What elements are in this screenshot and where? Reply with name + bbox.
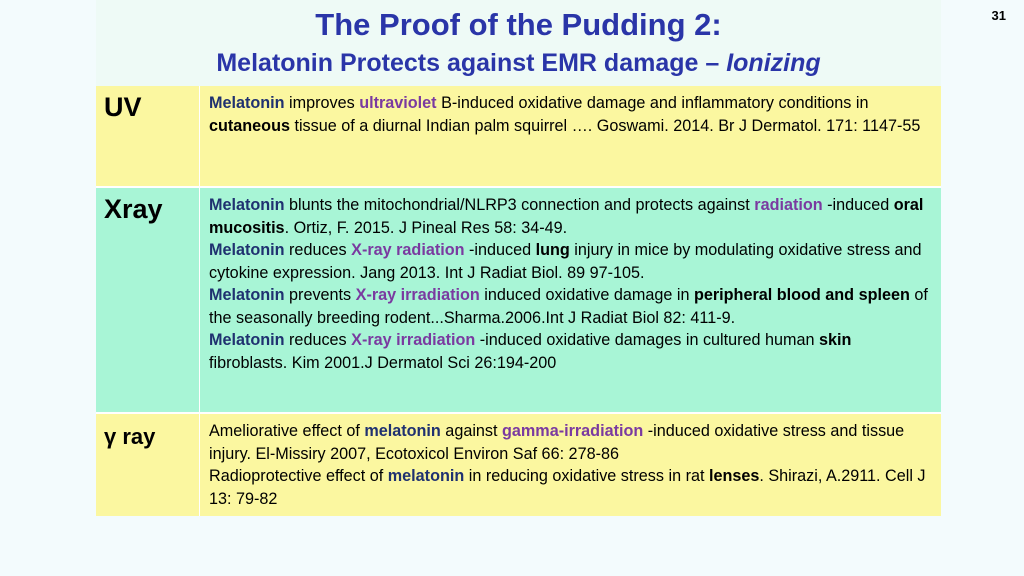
- slide-number: 31: [991, 8, 1006, 23]
- tissue-term: cutaneous: [209, 116, 290, 135]
- subtitle-italic: Ionizing: [726, 49, 821, 77]
- text-segment: . Shirazi, A.2911. Cell J 13: 79-82: [209, 467, 926, 508]
- keyword-melatonin: Melatonin: [209, 286, 285, 304]
- text-segment: Radioprotective effect of: [209, 467, 388, 485]
- text-segment: induced oxidative damage in: [479, 286, 694, 304]
- text-segment: Ameliorative effect of: [209, 422, 365, 440]
- radiation-term: X-ray irradiation: [355, 286, 480, 304]
- keyword-melatonin: Melatonin: [209, 196, 285, 214]
- tissue-term: skin: [819, 331, 852, 349]
- reference-entry: [209, 284, 933, 329]
- evidence-table: [96, 86, 941, 516]
- text-segment: against: [440, 422, 503, 440]
- reference-entry: [209, 465, 933, 510]
- text-segment: B-induced oxidative damage and inflammatory conditions in: [436, 94, 869, 112]
- tissue-term: peripheral blood and spleen: [693, 286, 910, 304]
- title-area: [96, 0, 941, 86]
- reference-entry: [209, 239, 933, 284]
- keyword-melatonin: melatonin: [364, 422, 441, 440]
- text-segment: . Ortiz, F. 2015. J Pineal Res 58: 34-49.: [284, 218, 568, 237]
- radiation-term: X-ray radiation: [351, 241, 465, 259]
- text-segment: improves: [284, 94, 360, 112]
- text-segment: tissue of a diurnal Indian palm squirrel …. Goswami. 2014. Br J Dermatol. 171: 1147-55: [289, 116, 921, 135]
- slide-title: The Proof of the Pudding 2:: [315, 7, 722, 42]
- radiation-term: radiation: [754, 196, 823, 214]
- text-segment: reduces: [284, 331, 352, 349]
- text-segment: -induced: [464, 241, 536, 259]
- table-row-uv: [96, 86, 941, 187]
- row-content-xray: [200, 187, 942, 413]
- slide-subtitle: [96, 48, 941, 78]
- reference-entry: [209, 194, 933, 239]
- text-segment: fibroblasts. Kim 2001.J Dermatol Sci 26:194-200: [209, 353, 557, 372]
- radiation-term: gamma-irradiation: [502, 422, 644, 440]
- reference-entry: [209, 420, 933, 465]
- keyword-melatonin: melatonin: [387, 467, 465, 485]
- keyword-melatonin: Melatonin: [209, 331, 285, 349]
- row-content-gamma: [200, 413, 942, 516]
- text-segment: -induced oxidative stress and tissue injury. El-Missiry 2007, Ecotoxicol Environ Saf 66: 278-86: [209, 422, 905, 463]
- text-segment: blunts the mitochondrial/NLRP3 connection and protects against: [284, 196, 755, 214]
- keyword-melatonin: Melatonin: [209, 94, 285, 112]
- text-segment: prevents: [284, 286, 356, 304]
- text-segment: injury in mice by modulating oxidative stress and cytokine expression. Jang 2013. Int J Radiat Biol. 89 97-105.: [209, 241, 922, 282]
- table-row-xray: [96, 187, 941, 413]
- tissue-term: oral mucositis: [209, 196, 924, 237]
- row-content-uv: [200, 86, 942, 187]
- reference-entry: [209, 92, 933, 137]
- row-label-gamma: γ ray: [96, 413, 200, 516]
- text-segment: -induced: [822, 196, 894, 214]
- text-segment: of the seasonally breeding rodent...Sharma.2006.Int J Radiat Biol 82: 411-9.: [209, 286, 928, 327]
- keyword-melatonin: Melatonin: [209, 241, 285, 259]
- row-label-xray: Xray: [96, 187, 200, 413]
- text-segment: reduces: [284, 241, 352, 259]
- radiation-term: ultraviolet: [359, 94, 437, 112]
- tissue-term: lenses: [708, 467, 760, 485]
- reference-entry: [209, 329, 933, 374]
- row-label-uv: UV: [96, 86, 200, 187]
- radiation-term: X-ray irradiation: [351, 331, 476, 349]
- tissue-term: lung: [535, 241, 570, 259]
- text-segment: in reducing oxidative stress in rat: [464, 467, 709, 485]
- table-row-gamma: [96, 413, 941, 516]
- text-segment: -induced oxidative damages in cultured human: [475, 331, 820, 349]
- subtitle-main: Melatonin Protects against EMR damage –: [216, 49, 727, 77]
